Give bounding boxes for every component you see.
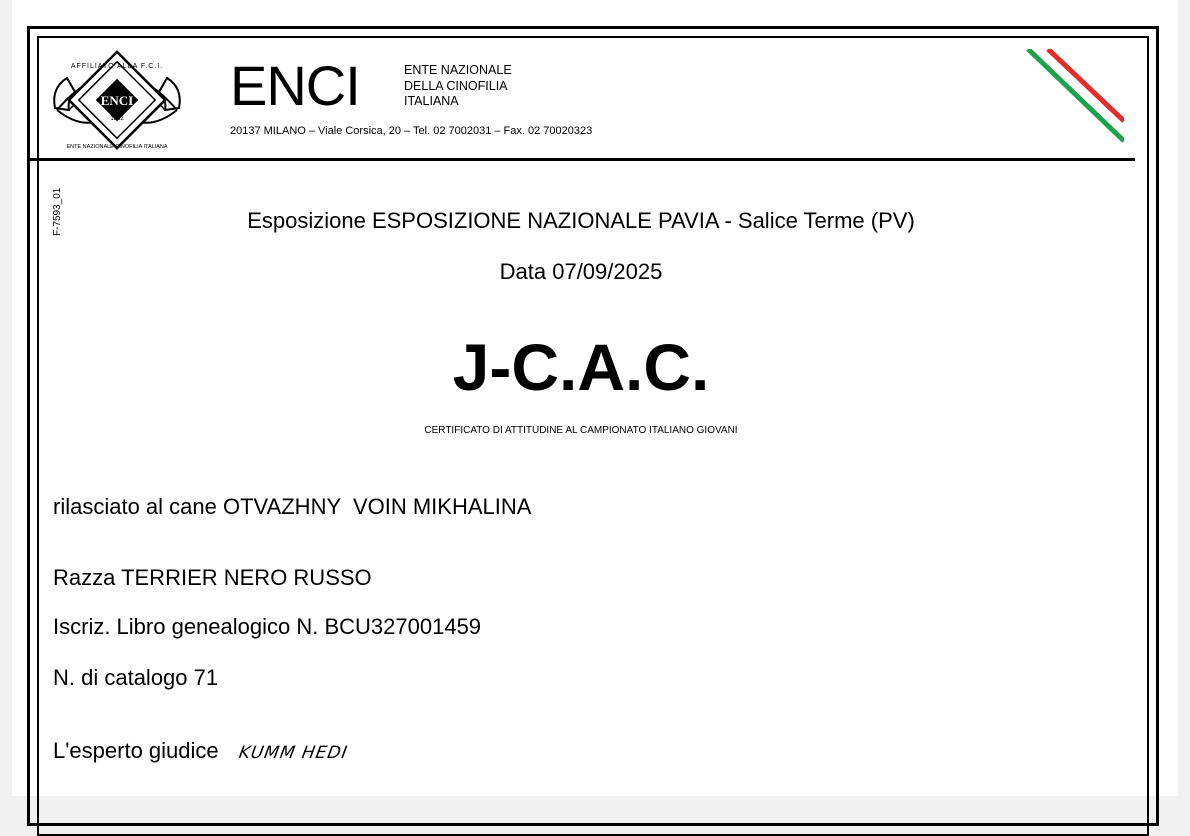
dog-name-field: rilasciato al cane OTVAZHNY VOIN MIKHALINA: [53, 494, 532, 519]
enci-wordmark: ENCI: [230, 54, 360, 117]
inner-frame: [37, 36, 1149, 836]
certificate-subtitle: CERTIFICATO DI ATTITUDINE AL CAMPIONATO ITALIANO GIOVANI: [424, 425, 738, 436]
org-line-1: ENTE NAZIONALE: [404, 63, 512, 77]
organization-name: [404, 63, 512, 110]
exhibition-date: Data 07/09/2025: [499, 259, 663, 284]
header-divider: [27, 158, 1135, 161]
enci-seal-logo: [47, 48, 187, 152]
exhibition-name: Esposizione ESPOSIZIONE NAZIONALE PAVIA - Salice Terme (PV): [247, 208, 915, 233]
seal-top-text: AFFILIATO ALLA F.C.I.: [70, 63, 164, 70]
breed-field: Razza TERRIER NERO RUSSO: [53, 565, 372, 590]
form-code: F-7593_01: [52, 187, 63, 236]
seal-band-text: ENTE NAZIONALE CINOFILIA ITALIANA: [66, 144, 168, 150]
judge-signature: KUMM HEDI: [236, 743, 350, 763]
pedigree-number-field: Iscriz. Libro genealogico N. BCU327001459: [53, 614, 482, 639]
organization-address: 20137 MILANO – Viale Corsica, 20 – Tel. 02 7002031 – Fax. 02 70020323: [230, 125, 593, 137]
catalog-number-field: N. di catalogo 71: [53, 665, 219, 690]
seal-monogram: ENCI: [100, 93, 134, 108]
italian-flag-stripes: [1026, 49, 1124, 145]
judge-label: L'esperto giudice: [53, 738, 219, 763]
judge-field: [53, 738, 350, 764]
org-line-3: ITALIANA: [404, 94, 459, 108]
seal-year: 1882: [110, 116, 124, 122]
certificate-title: J-C.A.C.: [452, 330, 710, 404]
org-line-2: DELLA CINOFILIA: [404, 78, 508, 93]
